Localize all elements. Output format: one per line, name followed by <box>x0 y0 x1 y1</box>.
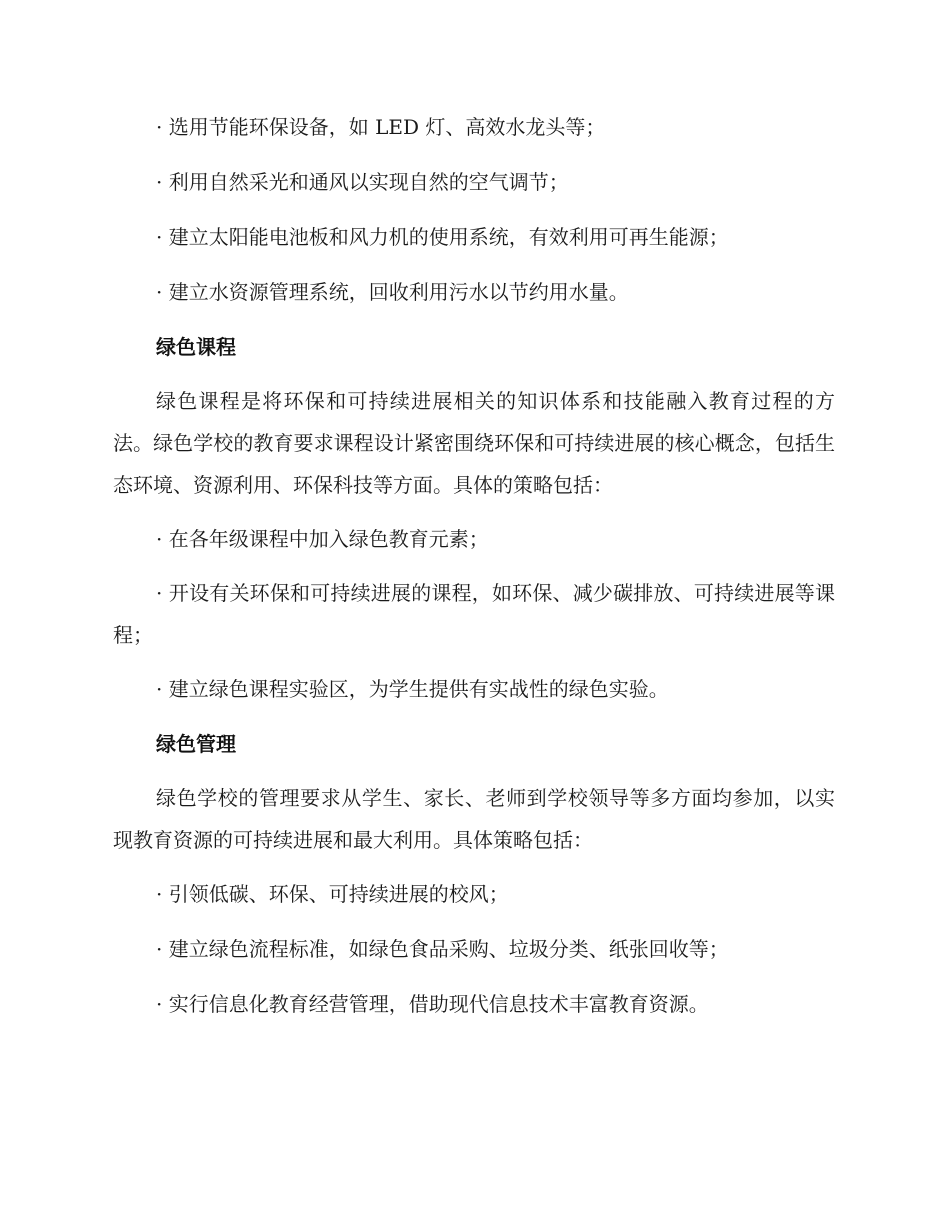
bullet-item: · 建立绿色课程实验区，为学生提供有实战性的绿色实验。 <box>156 677 669 701</box>
bullet-item: · 建立太阳能电池板和风力机的使用系统，有效利用可再生能源； <box>156 225 729 249</box>
section-heading-curriculum: 绿色课程 <box>156 335 236 359</box>
document-body <box>113 105 835 1037</box>
bullet-item: · 建立绿色流程标准，如绿色食品采购、垃圾分类、纸张回收等； <box>156 937 729 961</box>
section-paragraph-curriculum: 绿色课程是将环保和可持续进展相关的知识体系和技能融入教育过程的方法。绿色学校的教育要求课程设计紧密围绕环保和可持续进展的核心概念，包括生态环境、资源利用、环保科技等方面。具体的策略包括： <box>113 389 835 497</box>
bullet-item: · 建立水资源管理系统，回收利用污水以节约用水量。 <box>156 280 629 304</box>
bullet-item: · 选用节能环保设备，如 LED 灯、高效水龙头等； <box>156 115 606 139</box>
section-heading-management: 绿色管理 <box>156 732 236 756</box>
bullet-item: · 引领低碳、环保、可持续进展的校风； <box>156 882 509 906</box>
bullet-item: · 实行信息化教育经营管理，借助现代信息技术丰富教育资源。 <box>156 992 709 1016</box>
section-paragraph-management: 绿色学校的管理要求从学生、家长、老师到学校领导等多方面均参加，以实现教育资源的可持续进展和最大利用。具体策略包括： <box>113 786 835 852</box>
bullet-item: · 开设有关环保和可持续进展的课程，如环保、减少碳排放、可持续进展等课程； <box>113 581 835 647</box>
bullet-item: · 利用自然采光和通风以实现自然的空气调节； <box>156 170 569 194</box>
bullet-item: · 在各年级课程中加入绿色教育元素； <box>156 527 489 551</box>
